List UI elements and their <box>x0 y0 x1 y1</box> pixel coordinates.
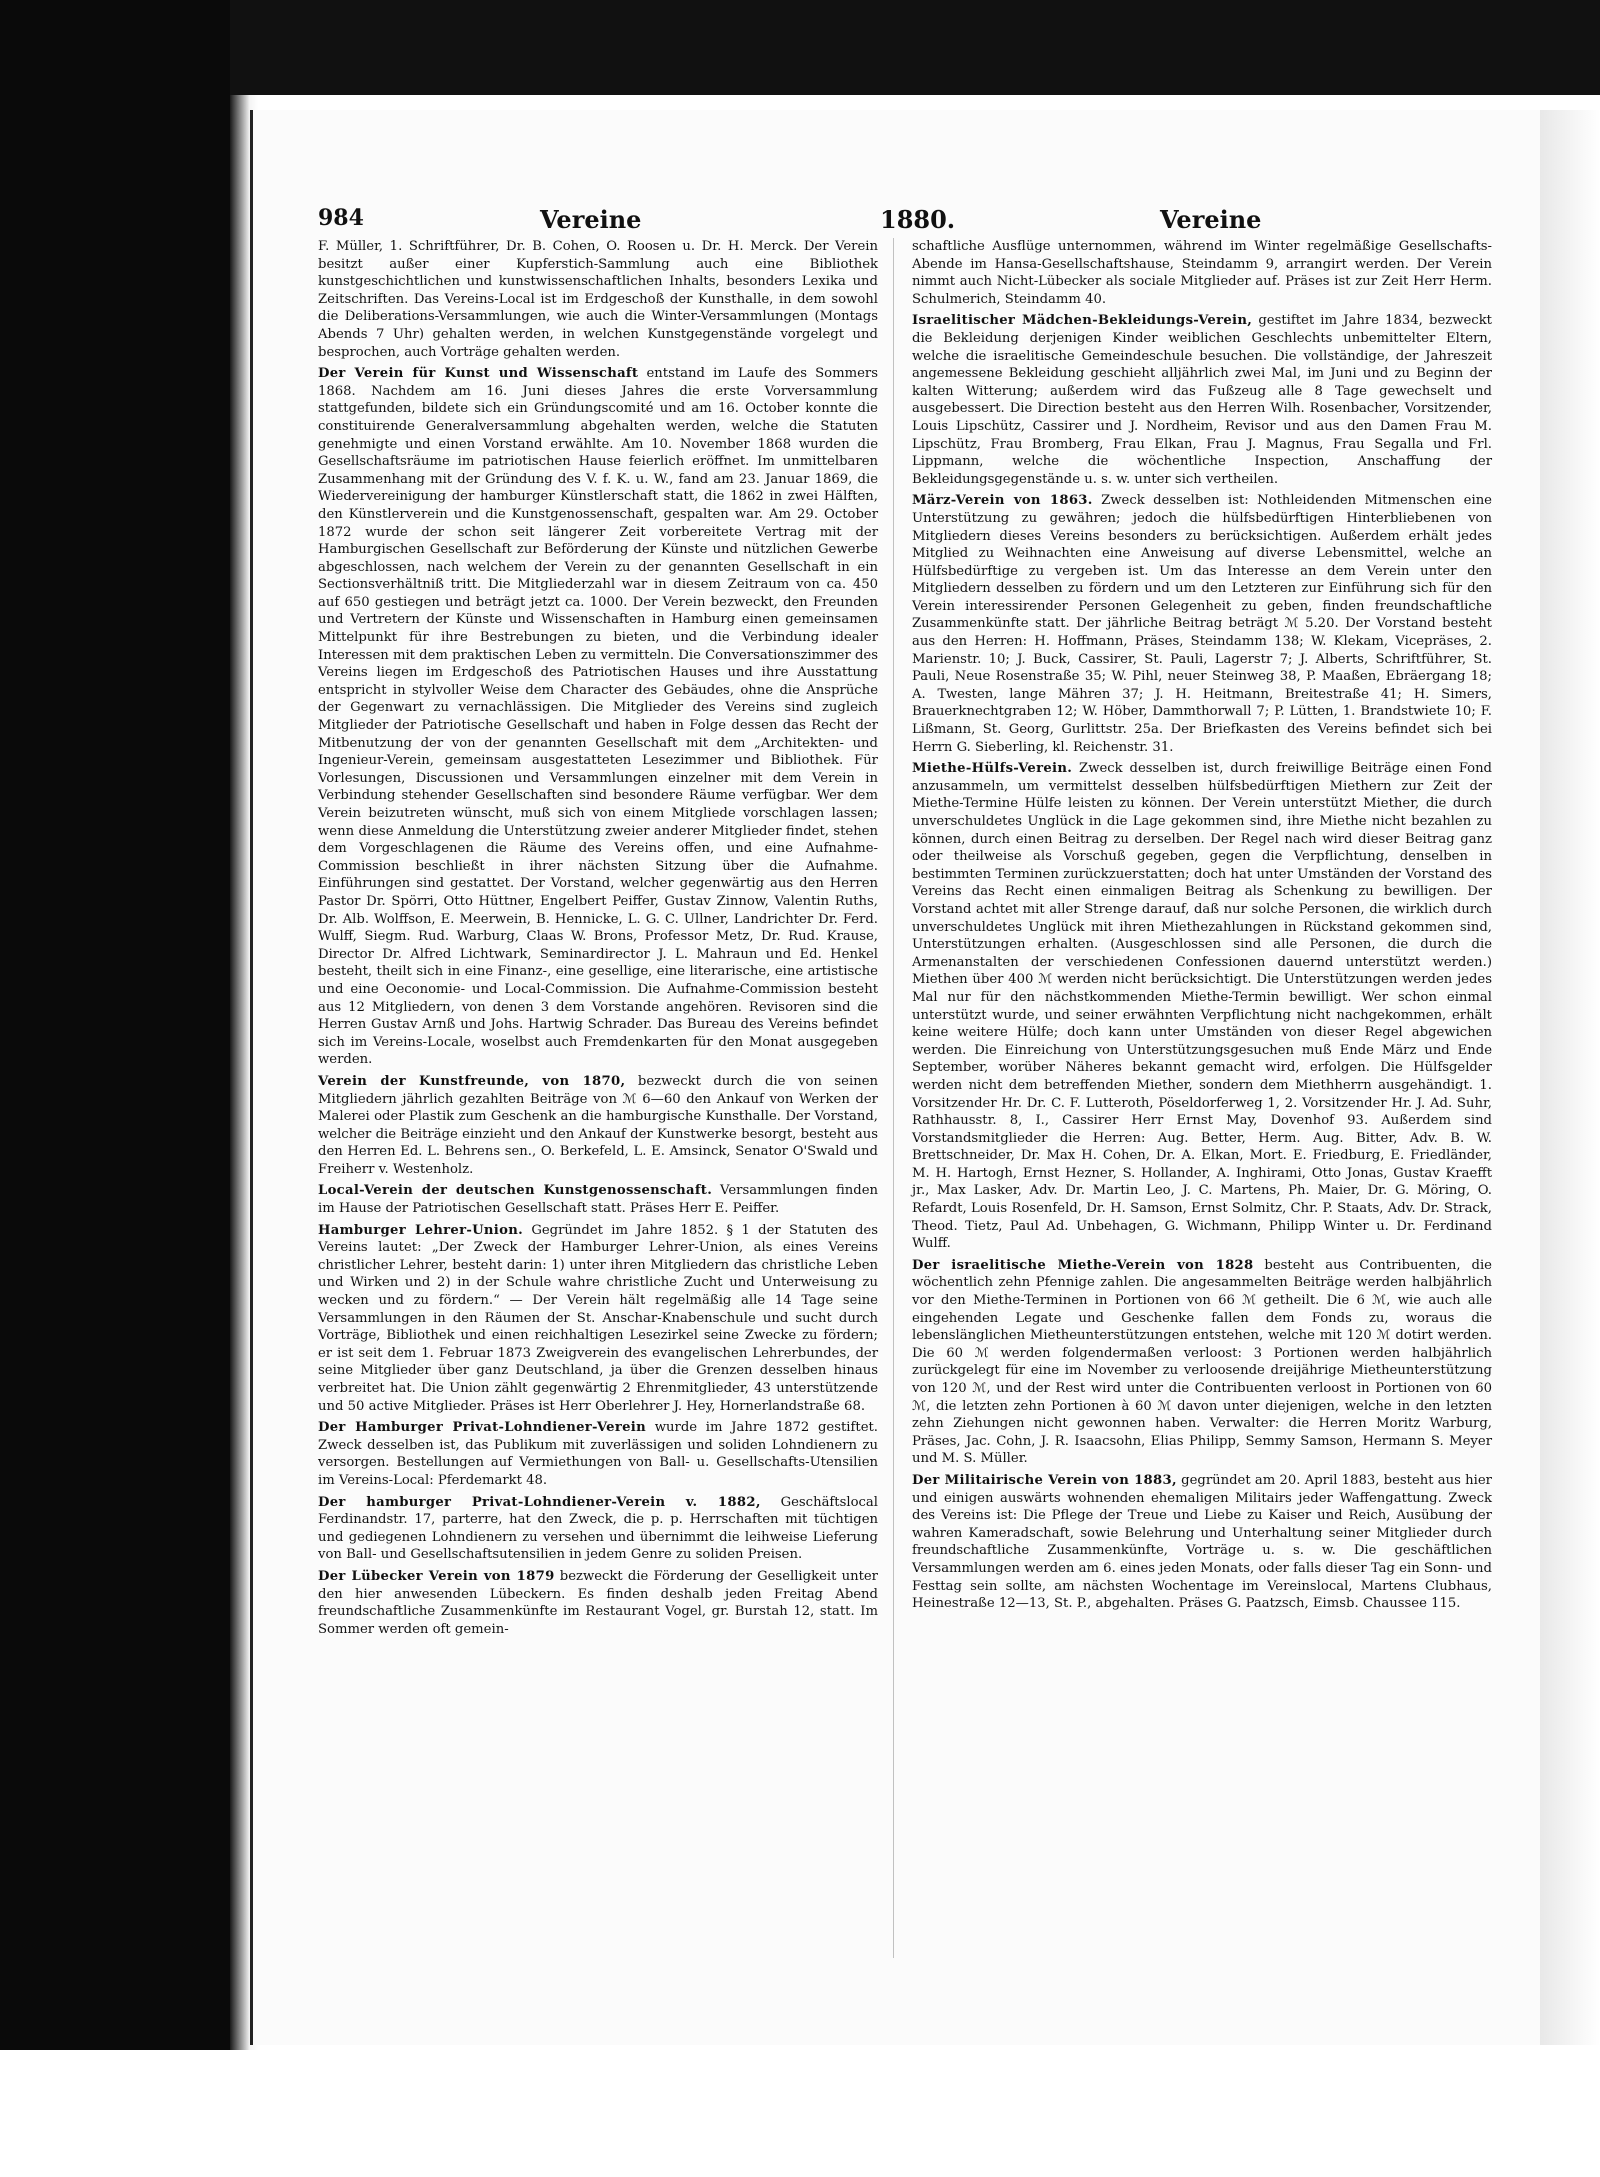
entry-title: Local-Verein der deutschen Kunstgenossenschaft. <box>318 1183 713 1199</box>
entry-body: wurde im Jahre 1872 gestiftet. Zweck desselben ist, das Publikum mit zuverlässigen und soliden Lohndienern zu versorgen. Bestellungen auf Vermiethungen von Ball- u. Gesellschafts-Utensilien im Vereins-Local: Pferdemarkt 48. <box>318 1420 878 1488</box>
entry-body: bezweckt durch die von seinen Mitgliedern jährlich gezahlten Beiträge von ℳ 6—60 den Ankauf von Werken der Malerei oder Plastik zum Geschenk an die hamburgische Kunsthalle. Der Vorstand, welcher die Beiträge einzieht und den Ankauf der Kunstwerke besorgt, besteht aus den Herren Ed. L. Behrens sen., O. Berkefeld, L. E. Amsinck, Senator O'Swald und Freiherr v. Westenholz. <box>318 1073 878 1177</box>
entry-body: Versammlungen finden im Hause der Patriotischen Gesellschaft statt. Präses Herr E. Peiffer. <box>318 1183 878 1217</box>
entry-title: Verein der Kunstfreunde, von 1870, <box>318 1073 626 1089</box>
entry-title: Miethe-Hülfs-Verein. <box>912 761 1073 777</box>
directory-entry <box>318 365 878 1069</box>
entry-body: Zweck desselben ist: Nothleidenden Mitmenschen eine Unterstützung zu gewähren; jedoch die hülfsbedürftigen Hinterbliebenen von Mitgliedern dieses Vereins besonders zu berücksichtigen. Außerdem erhält jedes Mitglied zu Weihnachten eine Anweisung auf diverse Lebensmittel, welche an Hülfsbedürftige zu vergeben ist. Um das Interesse an dem Verein unter den Mitgliedern desselben zu fördern und um den Letzteren zur Einführung sich für den Verein interessirender Personen Gelegenheit zu geben, finden freundschaftliche Zusammenkünfte statt. Der jährliche Beitrag beträgt ℳ 5.20. Der Vorstand besteht aus den Herren: H. Hoffmann, Präses, Steindamm 138; W. Klekam, Vicepräses, 2. Marienstr. 10; J. Buck, Cassirer, St. Pauli, Lagerstr 7; J. Alberts, Schriftführer, St. Pauli, Neue Rosenstraße 35; W. Pihl, neuer Steinweg 38, P. Maaßen, Ebräergang 18; A. Twesten, lange Mähren 37; J. H. Heitmann, Breitestraße 41; H. Simers, Brauerknechtgraben 12; W. Höber, Dammthorwall 7; P. Lütten, 1. Brandstwiete 10; F. Lißmann, St. Georg, Gurlittstr. 25a. Der Briefkasten des Vereins befindet sich bei Herrn G. Sieberling, kl. Reichenstr. 31. <box>912 493 1492 755</box>
running-head-left: Vereine <box>540 205 642 234</box>
entry-title: Der Lübecker Verein von 1879 <box>318 1568 555 1584</box>
running-head-year: 1880. <box>880 205 956 234</box>
left-column <box>318 238 878 1638</box>
entry-title: März-Verein von 1863. <box>912 493 1093 509</box>
directory-entry <box>318 238 878 361</box>
page-edge <box>1540 110 1600 2045</box>
directory-entry <box>318 1222 878 1416</box>
entry-body: besteht aus Contribuenten, die wöchentlich zehn Pfennige zahlen. Die angesammelten Beiträge werden halbjährlich vor den Miethe-Terminen in Portionen von 66 ℳ getheilt. Die 6 ℳ, wie auch alle eingehenden Legate und Geschenke fallen dem Fonds zu, woraus die lebenslänglichen Mietheunterstützungen entstehen, welche mit 120 ℳ dotirt werden. Die 60 ℳ werden folgendermaßen verloost: 3 Portionen werden halbjährlich zurückgelegt für eine im November zu verloosende dreijährige Mietheunterstützung von 120 ℳ, und der Rest wird unter die Contribuenten verloost in Portionen von 60 ℳ, die letzten zehn Portionen à 60 ℳ davon unter diejenigen, welche in den letzten zehn Ziehungen nicht gewonnen haben. Verwalter: die Herren Moritz Warburg, Präses, Jac. Cohn, J. R. Isaacsohn, Elias Philipp, Semmy Samson, Hermann S. Meyer und M. S. Müller. <box>912 1257 1492 1467</box>
running-head-right: Vereine <box>1160 205 1262 234</box>
entry-body: gestiftet im Jahre 1834, bezweckt die Bekleidung derjenigen Kinder weiblichen Geschlechts unbemittelter Eltern, welche die israelitische Gemeindeschule besuchen. Die vollständige, der Jahreszeit angemessene Bekleidung geschieht alljährlich zwei Mal, im Juni und zu Beginn der kalten Witterung; außerdem wird das Fußzeug alle 8 Tage gewechselt und ausgebessert. Die Direction besteht aus den Herren Wilh. Rosenbacher, Vorsitzender, Louis Lipschütz, Cassirer und J. Nordheim, Revisor und aus den Damen Frau M. Lipschütz, Frau Bromberg, Frau Elkan, Frau J. Magnus, Frau Segalla und Frl. Lippmann, welche die wöchentliche Inspection, Anschaffung der Bekleidungsgegenstände u. s. w. unter sich vertheilen. <box>912 313 1492 487</box>
entry-title: Der Militairische Verein von 1883, <box>912 1472 1177 1488</box>
entry-body: entstand im Laufe des Sommers 1868. Nachdem am 16. Juni dieses Jahres die erste Vorversammlung stattgefunden, bildete sich ein Gründungscomité und am 16. October konnte die constituirende Generalversammlung abgehalten werden, welche die Statuten genehmigte und einen Vorstand erwählte. Am 10. November 1868 wurden die Gesellschaftsräume im patriotischen Hause feierlich eröffnet. Im unmittelbaren Zusammenhang mit der Gründung des V. f. K. u. W., fand am 23. Januar 1869, die Wiedervereinigung der hamburger Künstlerschaft statt, die 1862 in zwei Hälften, den Künstlerverein und die Kunstgenossenschaft, gespalten war. Am 29. October 1872 wurde der schon seit längerer Zeit vorbereitete Vertrag mit der Hamburgischen Gesellschaft zur Beförderung der Künste und nützlichen Gewerbe abgeschlossen, nach welchem der Verein zu der genannten Gesellschaft in ein Sectionsverhältniß tritt. Die Mitgliederzahl war in diesem Zeitraum von ca. 450 auf 650 gestiegen und beträgt jetzt ca. 1000. Der Verein bezweckt, den Freunden und Vertretern der Künste und Wissenschaften in Hamburg einen gemeinsamen Mittelpunkt für ihre Bestrebungen zu bieten, und die Verbindung idealer Interessen mit dem praktischen Leben zu vermitteln. Die Conversationszimmer des Vereins liegen im Erdgeschoß des Patriotischen Hauses und ihre Ausstattung entspricht in stylvoller Weise dem Character des Gebäudes, ohne die Ansprüche der Gegenwart zu vernachlässigen. Die Mitglieder des Vereins sind zugleich Mitglieder der Patriotische Gesellschaft und haben in Folge dessen das Recht der Mitbenutzung der von der genannten Gesellschaft mit dem „Architekten- und Ingenieur-Verein, gemeinsam ausgestatteten Lesezimmer und Bibliothek. Für Vorlesungen, Discussionen und Versammlungen einzelner mit dem Verein in Verbindung stehender Gesellschaften sind besondere Räume verfügbar. Wer dem Verein beizutreten wünscht, muß sich von einem Mitgliede vorschlagen lassen; wenn diese Anmeldung die Unterstützung zweier anderer Mitglieder findet, stehen dem Vorgeschlagenen die Räume des Vereins offen, und eine Aufnahme-Commission beschließt in ihrer nächsten Sitzung über die Aufnahme. Einführungen sind gestattet. Der Vorstand, welcher gegenwärtig aus den Herren Pastor Dr. Spörri, Otto Hüttner, Engelbert Peiffer, Gustav Zinnow, Valentin Ruths, Dr. Alb. Wolffson, E. Meerwein, B. Hennicke, L. G. C. Ullner, Landrichter Dr. Ferd. Wulff, Siegm. Rud. Warburg, Claas W. Brons, Professor Metz, Dr. Rud. Krause, Director Dr. Alfred Lichtwark, Seminardirector J. L. Mahraun und Ed. Henkel besteht, theilt sich in eine Finanz-, eine gesellige, eine literarische, eine artistische und eine Oeconomie- und Local-Commission. Die Aufnahme-Commission besteht aus 12 Mitgliedern, von denen 3 dem Vorstande angehören. Revisoren sind die Herren Gustav Arnß und Johs. Hartwig Schrader. Das Bureau des Vereins befindet sich im Vereins-Locale, woselbst auch Fremdenkarten für den Monat ausgegeben werden. <box>318 366 878 1068</box>
entry-body: Gegründet im Jahre 1852. § 1 der Statuten des Vereins lautet: „Der Zweck der Hamburger Lehrer-Union, als eines Vereins christlicher Lehrer, besteht darin: 1) unter ihren Mitgliedern das christliche Leben und Wirken und 2) in der Schule wahre christliche Zucht und Unterweisung zu wecken und zu fördern.“ — Der Verein hält regelmäßig alle 14 Tage seine Versammlungen in den Räumen der St. Anschar-Knabenschule und sucht durch Vorträge, Bibliothek und einen reichhaltigen Lesezirkel seine Zwecke zu fördern; er ist seit dem 1. Februar 1873 Zweigverein des evangelischen Lehrerbundes, der seine Mitglieder über ganz Deutschland, ja über die Grenzen desselben hinaus verbreitet hat. Die Union zählt gegenwärtig 2 Ehrenmitglieder, 43 unterstützende und 50 active Mitglieder. Präses ist Herr Oberlehrer J. Hey, Hornerlandstraße 68. <box>318 1222 878 1414</box>
directory-entry <box>912 1257 1492 1468</box>
entry-body: gegründet am 20. April 1883, besteht aus hier und einigen auswärts wohnenden ehemaligen Militairs jeder Waffengattung. Zweck des Vereins ist: Die Pflege der Treue und Liebe zu Kaiser und Reich, Ausübung der wahren Kameradschaft, sowie Belehrung und Unterhaltung seiner Mitglieder durch freundschaftliche Zusammenkünfte, Vorträge u. s. w. Die geschäftlichen Versammlungen werden am 6. eines jeden Monats, oder falls dieser Tag ein Sonn- und Festtag sein sollte, am nächsten Wochentage im Vereinslocal, Martens Clubhaus, Heinestraße 12—13, St. P., abgehalten. Präses G. Paatzsch, Eimsb. Chaussee 115. <box>912 1472 1492 1612</box>
page-number: 984 <box>318 205 364 231</box>
directory-entry <box>318 1182 878 1217</box>
entry-body: Zweck desselben ist, durch freiwillige Beiträge einen Fond anzusammeln, um vermittelst desselben hülfsbedürftigen Miethern zur Zeit der Miethe-Termine Hülfe leisten zu können. Der Verein unterstützt Miether, die durch unverschuldetes Unglück in die Lage gekommen sind, ihre Miethe nicht bezahlen zu können, durch einen Beitrag zu derselben. Der Regel nach wird dieser Beitrag ganz oder theilweise als Vorschuß gegeben, gegen die Verpflichtung, denselben in bestimmten Terminen zurückzuerstatten; doch hat unter Umständen der Vorstand des Vereins das Recht einen einmaligen Beitrag als Schenkung zu bewilligen. Der Vorstand achtet mit aller Strenge darauf, daß nur solche Personen, die wirklich durch unverschuldetes Unglück mit ihren Miethezahlungen in Rückstand gekommen sind, Unterstützungen erhalten. (Ausgeschlossen sind alle Personen, die durch die Armenanstalten der verschiedenen Confessionen dauernd unterstützt werden.) Miethen über 400 ℳ werden nicht berücksichtigt. Die Unterstützungen werden jedes Mal nur für den nächstkommenden Miethe-Termin bewilligt. Wer schon einmal unterstützt wurde, und seiner erwähnten Verpflichtung nicht nachgekommen, erhält keine weitere Hülfe; doch kann unter Umständen von dieser Regel abgewichen werden. Die Einreichung von Unterstützungsgesuchen muß Ende März und Ende September, worüber Näheres bekannt gemacht wird, erfolgen. Die Hülfsgelder werden nicht dem betreffenden Miether, sondern dem Miethherrn ausgehändigt. 1. Vorsitzender Hr. Dr. C. F. Lutteroth, Pöseldorferweg 1, 2. Vorsitzender Hr. J. Ad. Suhr, Rathhausstr. 8, I., Cassirer Herr Ernst May, Dovenhof 93. Außerdem sind Vorstandsmitglieder die Herren: Aug. Better, Herm. Aug. Bitter, Adv. B. W. Brettschneider, Dr. Max H. Cohen, Dr. A. Elkan, Mort. E. Friedburg, E. Friedländer, M. H. Hartogh, Ernst Hezner, S. Hollander, A. Inghirami, Otto Jonas, Gustav Kraefft jr., Max Lasker, Adv. Dr. Martin Leo, J. C. Martens, Ph. Maier, Dr. G. Möring, O. Refardt, Louis Rosenfeld, Dr. H. Samson, Ernst Solmitz, Chr. P. Staats, Adv. Dr. Strack, Theod. Tietz, Paul Ad. Unbehagen, G. Wichmann, Philipp Winter u. Dr. Ferdinand Wulff. <box>912 761 1492 1252</box>
right-column <box>912 238 1492 1613</box>
entry-title: Der israelitische Miethe-Verein von 1828 <box>912 1257 1254 1273</box>
scan-border-bottom <box>0 2050 1600 2177</box>
entry-title: Der Hamburger Privat-Lohndiener-Verein <box>318 1420 646 1436</box>
directory-entry <box>318 1494 878 1564</box>
directory-entry <box>912 760 1492 1253</box>
directory-entry <box>318 1568 878 1638</box>
entry-title: Israelitischer Mädchen-Bekleidungs-Verein, <box>912 313 1253 329</box>
directory-entry <box>912 492 1492 756</box>
directory-entry <box>318 1419 878 1489</box>
directory-entry <box>318 1073 878 1179</box>
entry-body: F. Müller, 1. Schriftführer, Dr. B. Cohen, O. Roosen u. Dr. H. Merck. Der Verein besitzt außer einer Kupferstich-Sammlung auch eine Bibliothek kunstgeschichtlichen und kunstwissenschaftlichen Inhalts, besonders Lexika und Zeitschriften. Das Vereins-Local ist im Erdgeschoß der Kunsthalle, in dem sowohl die Deliberations-Versammlungen, wie auch die Winter-Versammlungen (Montags Abends 7 Uhr) gehalten werden, in welchen Kunstgegenstände vorgelegt und besprochen, auch Vorträge gehalten werden. <box>318 239 878 360</box>
column-divider <box>893 238 894 1958</box>
scan-border-top <box>0 0 1600 95</box>
entry-title: Der Verein für Kunst und Wissenschaft <box>318 366 639 382</box>
directory-entry <box>912 312 1492 488</box>
scan-border-left <box>0 0 230 2177</box>
entry-body: bezweckt die Förderung der Geselligkeit unter den hier anwesenden Lübeckern. Es finden deshalb jeden Freitag Abend freundschaftliche Zusammenkünfte im Restaurant Vogel, gr. Burstah 12, statt. Im Sommer werden oft gemein- <box>318 1568 878 1637</box>
entry-body: schaftliche Ausflüge unternommen, während im Winter regelmäßige Gesellschafts-Abende im Hansa-Gesellschaftshause, Steindamm 9, arrangirt werden. Der Verein nimmt auch Nicht-Lübecker als sociale Mitglieder auf. Präses ist zur Zeit Herr Herm. Schulmerich, Steindamm 40. <box>912 239 1492 307</box>
entry-body: Geschäftslocal Ferdinandstr. 17, parterre, hat den Zweck, die p. p. Herrschaften mit tüchtigen und gediegenen Lohndienern zu versehen und übernimmt die leihweise Lieferung von Ball- und Gesellschaftsutensilien in jedem Genre zu soliden Preisen. <box>318 1494 878 1563</box>
entry-title: Der hamburger Privat-Lohndiener-Verein v. 1882, <box>318 1494 761 1510</box>
directory-entry <box>912 238 1492 308</box>
directory-entry <box>912 1472 1492 1613</box>
entry-title: Hamburger Lehrer-Union. <box>318 1222 523 1238</box>
